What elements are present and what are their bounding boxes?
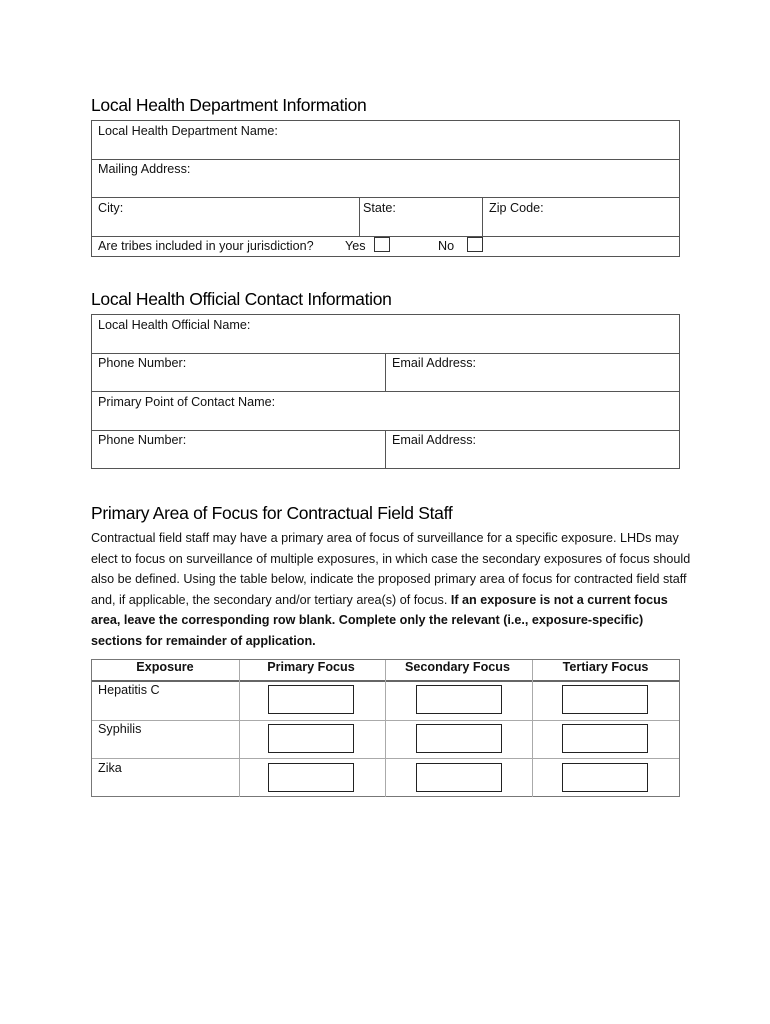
header-tertiary-focus: Tertiary Focus — [562, 660, 649, 674]
divider — [532, 660, 533, 797]
official-section-heading: Local Health Official Contact Information — [91, 289, 392, 309]
city-field[interactable]: City: — [98, 201, 124, 215]
tribes-question: Are tribes included in your jurisdiction? — [98, 239, 314, 253]
hepatitis-c-primary-input[interactable] — [268, 685, 354, 714]
poc-name-field[interactable]: Primary Point of Contact Name: — [98, 395, 276, 409]
divider — [482, 198, 483, 236]
focus-section-heading: Primary Area of Focus for Contractual Field Staff — [91, 503, 453, 523]
zip-code-field[interactable]: Zip Code: — [489, 201, 544, 215]
tribes-no-checkbox[interactable] — [467, 237, 483, 252]
focus-instructions — [91, 528, 691, 652]
poc-email-field[interactable]: Email Address: — [392, 433, 476, 447]
header-secondary-focus: Secondary Focus — [405, 660, 510, 674]
row-label-hepatitis-c: Hepatitis C — [98, 683, 160, 697]
state-field[interactable]: State: — [363, 201, 396, 215]
syphilis-primary-input[interactable] — [268, 724, 354, 753]
official-phone-field[interactable]: Phone Number: — [98, 356, 187, 370]
mailing-address-field[interactable]: Mailing Address: — [98, 162, 191, 176]
zika-tertiary-input[interactable] — [562, 763, 648, 792]
instructions-bold-text: If an exposure is not a current focus area, leave the corresponding row blank. Complete only the relevant (i.e., exposure-specific) sections for remainder of application. — [91, 592, 668, 648]
no-label: No — [438, 239, 455, 253]
hepatitis-c-secondary-input[interactable] — [416, 685, 502, 714]
divider — [385, 431, 386, 469]
row-label-zika: Zika — [98, 761, 122, 775]
official-name-field[interactable]: Local Health Official Name: — [98, 318, 251, 332]
instructions-text: Contractual field staff may have a primary area of focus of surveillance for a specific exposure. LHDs may elect to focus on surveillance of multiple exposures, in which case the secondary exposures of focus should also be defined. Using the table below, indicate the proposed primary area of focus for contracted field staff and, if applicable, the secondary and/or tertiary area(s) of focus. — [91, 531, 691, 607]
divider — [92, 197, 679, 198]
header-primary-focus: Primary Focus — [267, 660, 355, 674]
official-email-field[interactable]: Email Address: — [392, 356, 476, 370]
divider — [385, 660, 386, 797]
zika-secondary-input[interactable] — [416, 763, 502, 792]
lhd-section-heading: Local Health Department Information — [91, 95, 367, 115]
row-label-syphilis: Syphilis — [98, 722, 142, 736]
divider — [92, 159, 679, 160]
divider — [239, 660, 240, 797]
divider — [359, 198, 360, 236]
lhd-name-field[interactable]: Local Health Department Name: — [98, 124, 278, 138]
syphilis-tertiary-input[interactable] — [562, 724, 648, 753]
syphilis-secondary-input[interactable] — [416, 724, 502, 753]
poc-phone-field[interactable]: Phone Number: — [98, 433, 187, 447]
yes-label: Yes — [345, 239, 366, 253]
tribes-yes-checkbox[interactable] — [374, 237, 390, 252]
zika-primary-input[interactable] — [268, 763, 354, 792]
divider — [385, 354, 386, 392]
hepatitis-c-tertiary-input[interactable] — [562, 685, 648, 714]
header-exposure: Exposure — [136, 660, 194, 674]
